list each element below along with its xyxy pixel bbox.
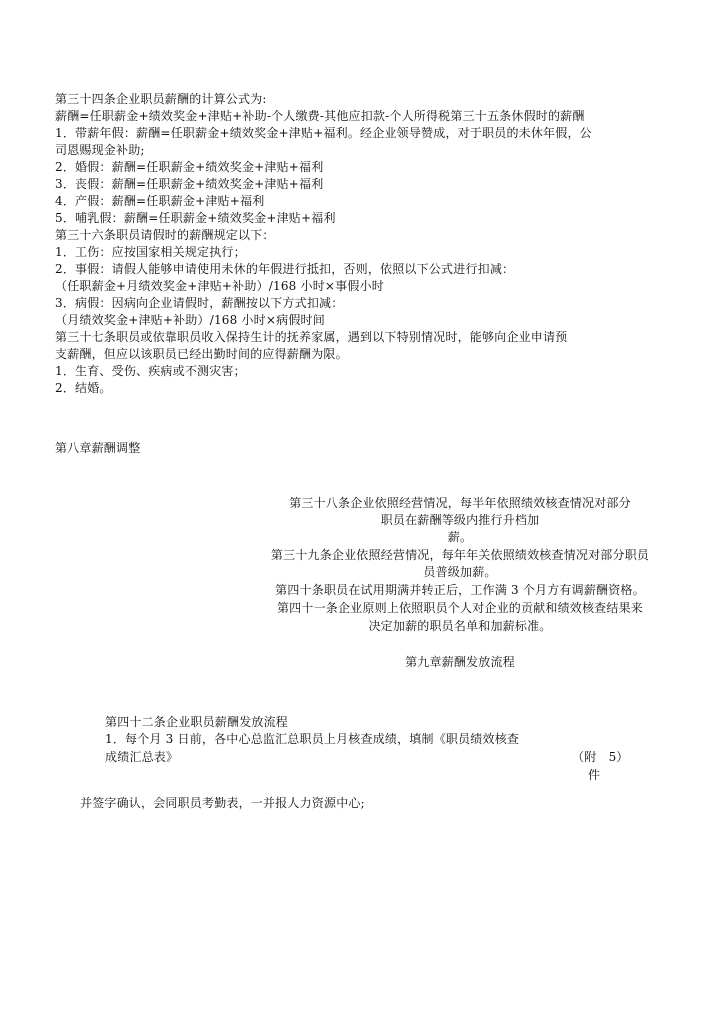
attachment-label: （附 5） xyxy=(572,750,629,764)
nursing-leave-line: 5．哺乳假：薪酬=任职薪金+绩效奖金+津贴+福利 xyxy=(55,211,336,225)
article-37-line: 第三十七条职员或依靠职员收入保持生计的抚养家属，遇到以下特别情况时，能够向企业申请预 xyxy=(55,330,568,344)
article-39-line2: 员普级加薪。 xyxy=(423,565,497,579)
salary-formula-line: 薪酬=任职薪金+绩效奖金+津贴+补助-个人缴费-其他应扣款-个人所得税第三十五条休假时的薪酬 xyxy=(55,109,585,123)
marriage-line: 2．结婚。 xyxy=(55,381,112,395)
annual-leave-line-cont: 司恩赐现金补助; xyxy=(55,143,145,157)
annual-leave-line: 1．带薪年假：薪酬=任职薪金+绩效奖金+津贴+福利。经企业领导赞成，对于职员的未休年假，公 xyxy=(55,126,592,140)
personal-leave-formula: （任职薪金+月绩效奖金+津贴+补助）/168 小时×事假小时 xyxy=(55,279,384,293)
article-38-line1: 第三十八条企业依照经营情况，每半年依照绩效核查情况对部分 xyxy=(289,496,631,510)
birth-injury-line: 1．生育、受伤、疾病或不测灾害； xyxy=(55,364,246,378)
article-38-line3: 薪。 xyxy=(447,530,473,544)
article-38-line2: 职员在薪酬等级内推行升档加 xyxy=(380,513,540,527)
article-41-line1: 第四十一条企业原则上依照职员个人对企业的贡献和绩效核查结果来 xyxy=(276,601,643,615)
funeral-leave-line: 3．丧假：薪酬=任职薪金+绩效奖金+津贴+福利 xyxy=(55,177,324,191)
attachment-suffix: 件 xyxy=(588,768,601,782)
article-37-line-cont: 支薪酬，但应以该职员已经出勤时间的应得薪酬为限。 xyxy=(55,347,348,361)
article-42-item1-line1: 1．每个月 3 日前，各中心总监汇总职员上月核查成绩，填制《职员绩效核查 xyxy=(105,732,520,746)
article-42-item1-line2: 成绩汇总表》 xyxy=(105,750,179,764)
article-34-heading: 第三十四条企业职员薪酬的计算公式为: xyxy=(55,92,267,106)
chapter-9-title: 第九章薪酬发放流程 xyxy=(405,655,515,669)
article-36-heading: 第三十六条职员请假时的薪酬规定以下： xyxy=(55,228,275,242)
article-42-item1-line3: 并签字确认，会同职员考勤表，一并报人力资源中心; xyxy=(80,796,365,810)
article-41-line2: 决定加薪的职员名单和加薪标准。 xyxy=(368,619,552,633)
sick-leave-line: 3．病假：因病向企业请假时，薪酬按以下方式扣减： xyxy=(55,296,344,310)
article-40-line: 第四十条职员在试用期满并转正后，工作满 3 个月方有调薪酬资格。 xyxy=(275,583,645,597)
sick-leave-formula: （月绩效奖金+津贴+补助）/168 小时×病假时间 xyxy=(55,313,325,327)
article-39-line1: 第三十九条企业依照经营情况，每年年关依照绩效核查情况对部分职员 xyxy=(270,548,650,562)
personal-leave-line: 2．事假：请假人能够申请使用未休的年假进行抵扣，否则，依照以下公式进行扣减： xyxy=(55,262,515,276)
work-injury-line: 1．工伤：应按国家相关规定执行； xyxy=(55,245,246,259)
article-42-title: 第四十二条企业职员薪酬发放流程 xyxy=(105,715,289,729)
maternity-leave-line: 4．产假：薪酬=任职薪金+津贴+福利 xyxy=(55,194,265,208)
marriage-leave-line: 2．婚假：薪酬=任职薪金+绩效奖金+津贴+福利 xyxy=(55,160,324,174)
chapter-8-title: 第八章薪酬调整 xyxy=(55,441,141,455)
